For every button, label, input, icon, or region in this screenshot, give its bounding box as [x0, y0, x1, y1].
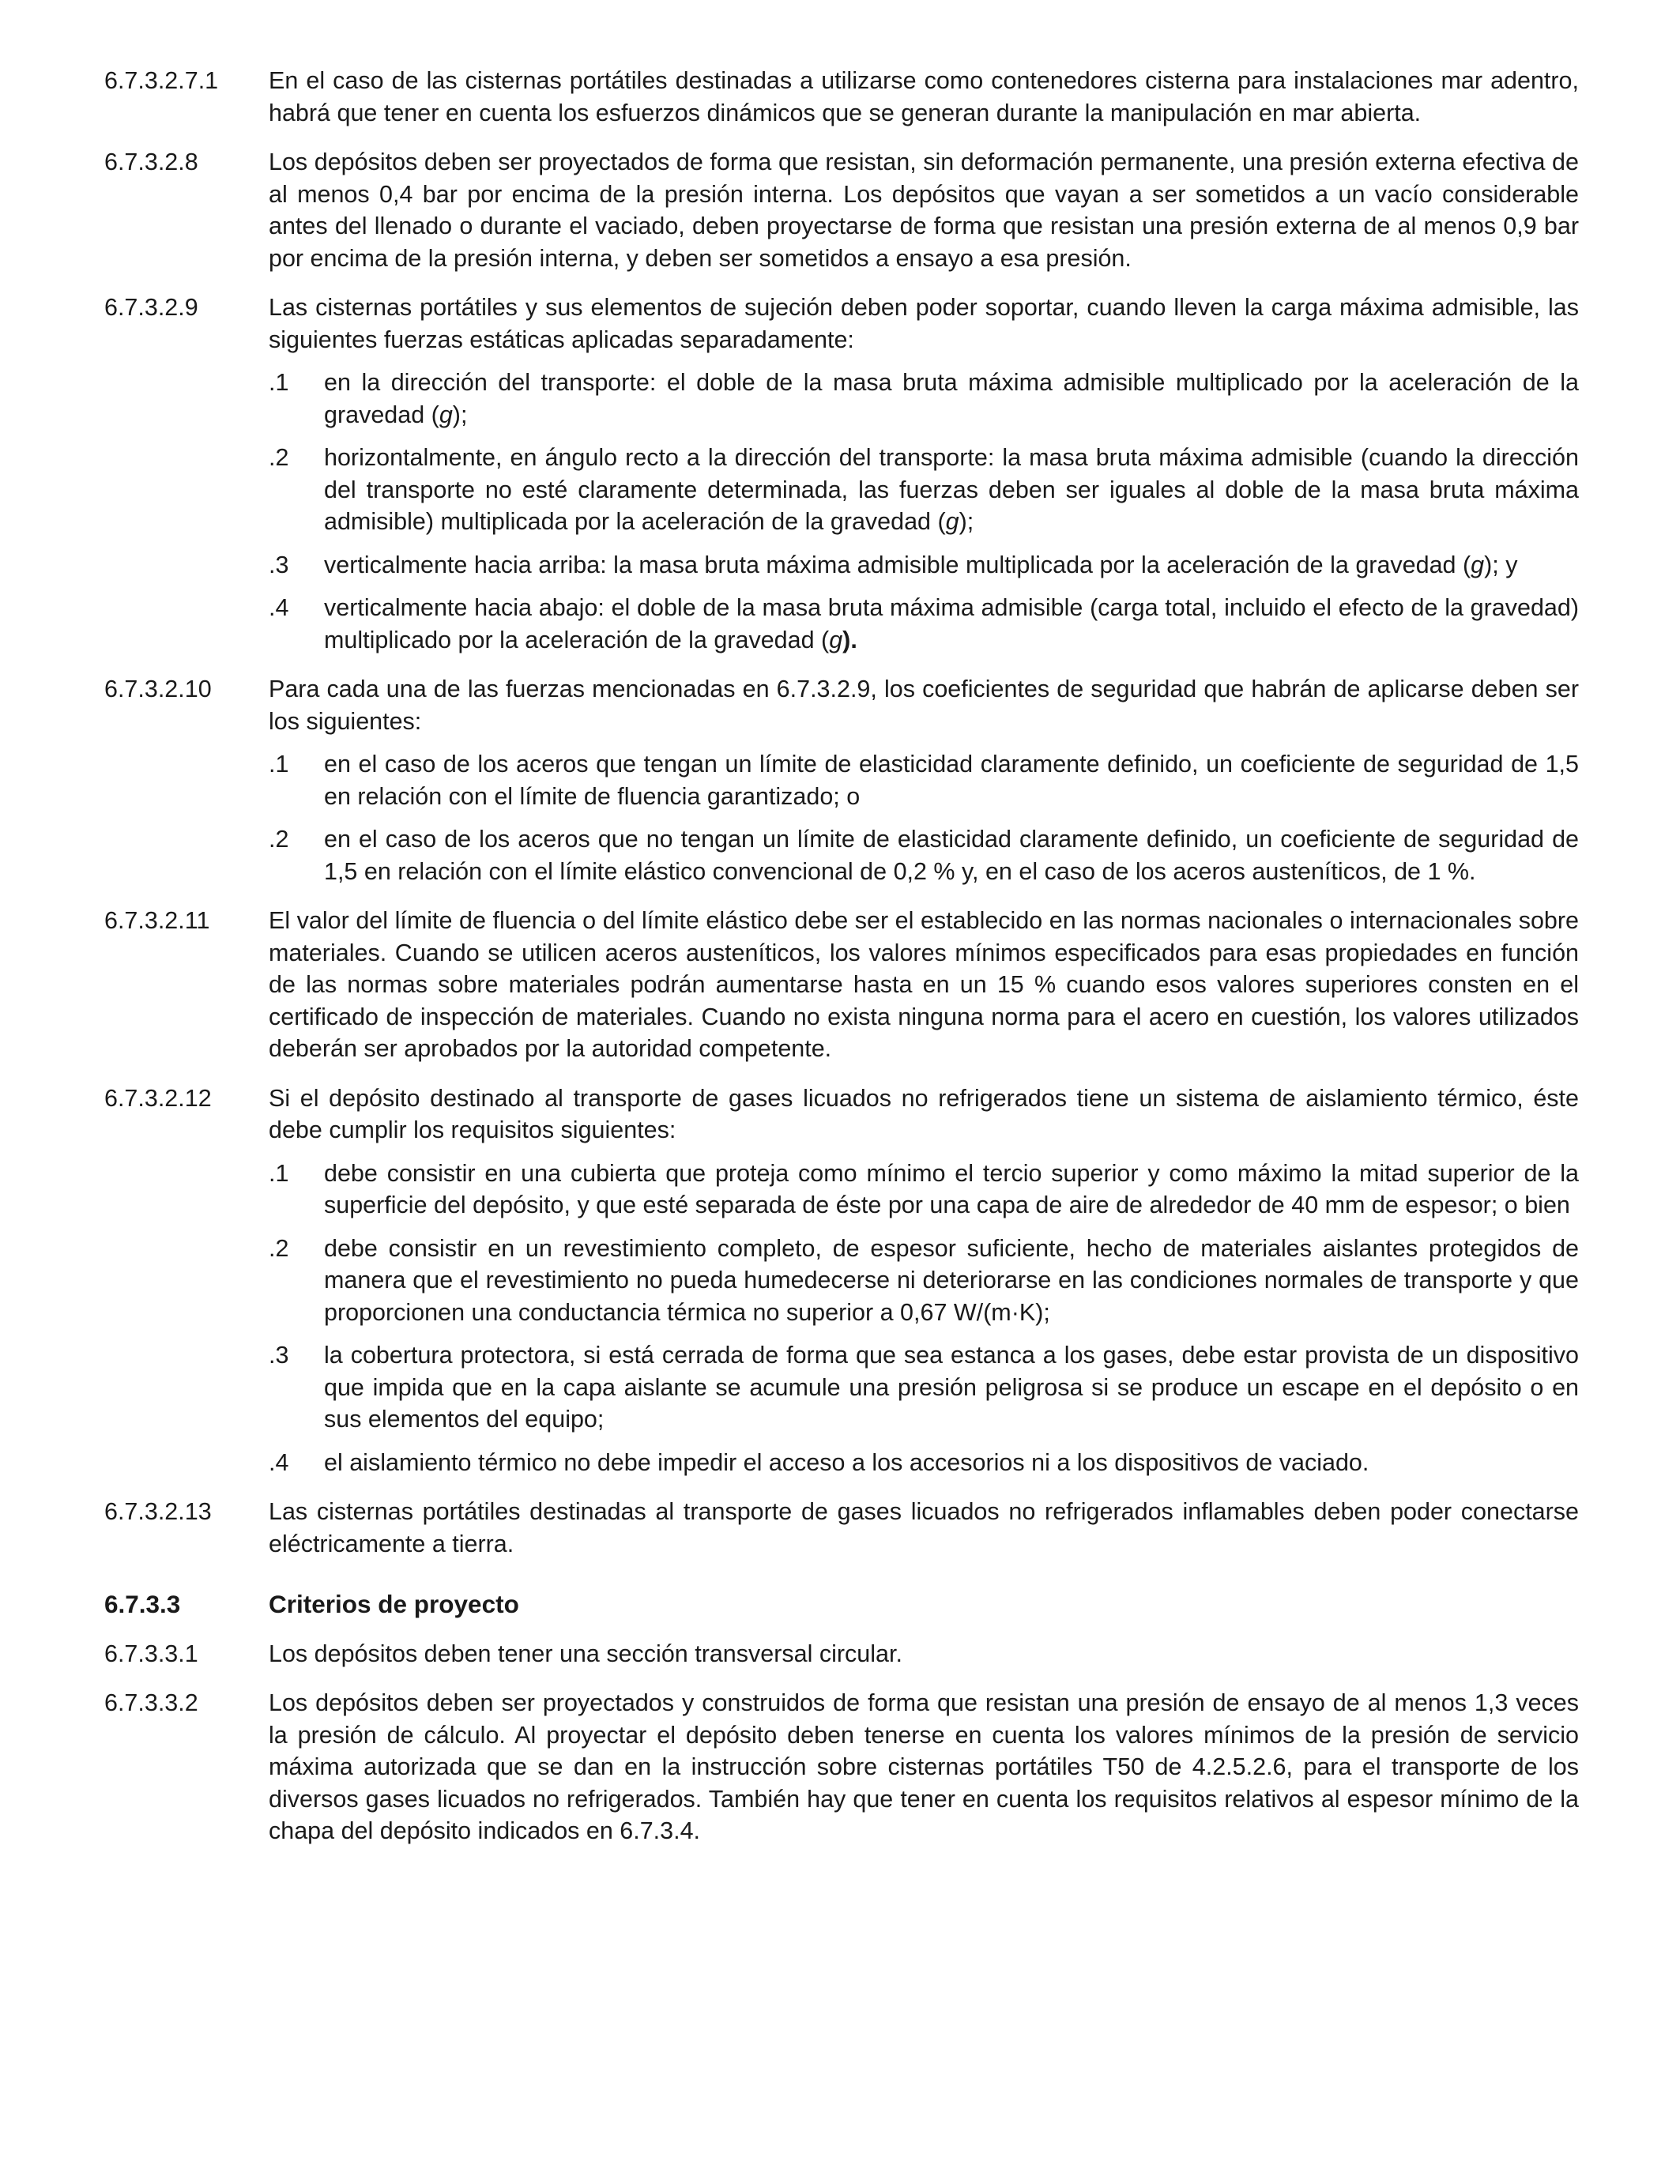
paragraph-text: Los depósitos deben tener una sección transversal circular.: [269, 1640, 902, 1667]
list-item: [269, 1339, 1579, 1436]
paragraph-6-7-3-3-1: [104, 1638, 1579, 1670]
paragraph-6-7-3-2-10: [104, 673, 1579, 887]
list-item-text: el aislamiento térmico no debe impedir el acceso a los accesorios ni a los dispositivos de vaciado.: [324, 1448, 1369, 1476]
paragraph-6-7-3-3-2: [104, 1687, 1579, 1847]
paragraph-number: 6.7.3.2.10: [104, 676, 212, 702]
list-item-text: verticalmente hacia abajo: el doble de la masa bruta máxima admisible (carga total, incluido el efecto de la gravedad) multiplicado por la aceleración de la gravedad (g).: [324, 594, 1579, 653]
paragraph-6-7-3-2-13: [104, 1496, 1579, 1560]
list-item-marker: .3: [269, 551, 289, 578]
list-item-marker: .2: [269, 1234, 289, 1262]
list-item-marker: .1: [269, 369, 289, 396]
paragraph-text: Si el depósito destinado al transporte de gases licuados no refrigerados tiene un sistema de aislamiento térmico, éste debe cumplir los requisitos siguientes:: [269, 1084, 1579, 1143]
paragraph-text: Las cisternas portátiles destinadas al transporte de gases licuados no refrigerados inflamables deben poder conectarse eléctricamente a tierra.: [269, 1498, 1579, 1557]
list-item: [269, 823, 1579, 887]
list-item-marker: .1: [269, 751, 289, 778]
section-heading: [104, 1588, 1579, 1621]
list-item-text: debe consistir en un revestimiento completo, de espesor suficiente, hecho de materiales aislantes protegidos de manera que el revestimiento no pueda humedecerse ni deteriorarse en las condiciones normales de transporte y que proporcionen una conductancia térmica no superior a 0,67 W/(m·K);: [324, 1234, 1579, 1326]
list-item: [269, 1158, 1579, 1222]
paragraph-6-7-3-2-8: [104, 146, 1579, 274]
paragraph-number: 6.7.3.2.8: [104, 149, 198, 175]
paragraph-number: 6.7.3.3.2: [104, 1689, 198, 1716]
paragraph-number: 6.7.3.2.7.1: [104, 67, 219, 94]
paragraph-number: 6.7.3.3.1: [104, 1640, 198, 1667]
list-item: [269, 748, 1579, 812]
section-title: Criterios de proyecto: [269, 1590, 519, 1618]
paragraph-text: Los depósitos deben ser proyectados y construidos de forma que resistan una presión de ensayo de al menos 1,3 veces la presión de cálculo. Al proyectar el depósito deben tenerse en cuenta los valores mínimos de la presión de servicio máxima autorizada que se dan en la instrucción sobre cisternas portátiles T50 de 4.2.5.2.6, para el transporte de los diversos gases licuados no refrigerados. También hay que tener en cuenta los requisitos relativos al espesor mínimo de la chapa del depósito indicados en 6.7.3.4.: [269, 1689, 1579, 1844]
paragraph-text: Las cisternas portátiles y sus elementos de sujeción deben poder soportar, cuando lleven la carga máxima admisible, las siguientes fuerzas estáticas aplicadas separadamente:: [269, 294, 1579, 353]
list-item: [269, 442, 1579, 538]
paragraph-text: El valor del límite de fluencia o del límite elástico debe ser el establecido en las normas nacionales o internacionales sobre materiales. Cuando se utilicen aceros austeníticos, los valores mínimos especificados para esas propiedades en función de las normas sobre materiales podrán aumentarse hasta en un 15 % cuando esos valores superiores consten en el certificado de inspección de materiales. Cuando no exista ninguna norma para el acero en cuestión, los valores utilizados deberán ser aprobados por la autoridad competente.: [269, 907, 1579, 1062]
paragraph-6-7-3-2-12: [104, 1083, 1579, 1479]
list-item-marker: .1: [269, 1159, 289, 1187]
paragraph-6-7-3-2-7-1: [104, 65, 1579, 129]
paragraph-number: 6.7.3.2.13: [104, 1498, 212, 1525]
document-page: [104, 65, 1579, 1865]
list-item-text: en la dirección del transporte: el doble de la masa bruta máxima admisible multiplicado por la aceleración de la gravedad (g);: [324, 369, 1579, 428]
list-item-text: la cobertura protectora, si está cerrada de forma que sea estanca a los gases, debe estar provista de un dispositivo que impida que en la capa aislante se acumule una presión peligrosa si se produce un escape en el depósito o en sus elementos del equipo;: [324, 1342, 1579, 1433]
paragraph-number: 6.7.3.2.11: [104, 907, 210, 934]
list-item-marker: .4: [269, 1448, 289, 1476]
list-item-text: debe consistir en una cubierta que proteja como mínimo el tercio superior y como máximo la mitad superior de la superficie del depósito, y que esté separada de éste por una capa de aire de alrededor de 40 mm de espesor; o bien: [324, 1159, 1579, 1218]
section-number: 6.7.3.3: [104, 1590, 181, 1618]
list-item: [269, 1233, 1579, 1329]
paragraph-text: En el caso de las cisternas portátiles destinadas a utilizarse como contenedores cisterna para instalaciones mar adentro, habrá que tener en cuenta los esfuerzos dinámicos que se generan durante la manipulación en mar abierta.: [269, 67, 1579, 126]
list-item-marker: .3: [269, 1342, 289, 1369]
list-item-text: en el caso de los aceros que tengan un límite de elasticidad claramente definido, un coeficiente de seguridad de 1,5 en relación con el límite de fluencia garantizado; o: [324, 751, 1579, 810]
paragraph-text: Para cada una de las fuerzas mencionadas en 6.7.3.2.9, los coeficientes de seguridad que habrán de aplicarse deben ser los siguientes:: [269, 676, 1579, 735]
paragraph-6-7-3-2-11: [104, 905, 1579, 1065]
list-item: [269, 549, 1579, 582]
list-item-text: verticalmente hacia arriba: la masa bruta máxima admisible multiplicada por la aceleración de la gravedad (g); y: [324, 551, 1518, 578]
list-item: [269, 1447, 1579, 1479]
paragraph-number: 6.7.3.2.9: [104, 294, 198, 321]
list-item: [269, 367, 1579, 431]
list-item-marker: .2: [269, 826, 289, 853]
paragraph-text: Los depósitos deben ser proyectados de forma que resistan, sin deformación permanente, una presión externa efectiva de al menos 0,4 bar por encima de la presión interna. Los depósitos que vayan a ser sometidos a un vacío considerable antes del llenado o durante el vaciado, deben proyectarse de forma que resistan una presión externa de al menos 0,9 bar por encima de la presión interna, y deben ser sometidos a ensayo a esa presión.: [269, 149, 1579, 272]
list-item: [269, 592, 1579, 656]
list-item-marker: .4: [269, 594, 289, 621]
paragraph-number: 6.7.3.2.12: [104, 1084, 212, 1112]
list-item-text: en el caso de los aceros que no tengan un límite de elasticidad claramente definido, un coeficiente de seguridad de 1,5 en relación con el límite elástico convencional de 0,2 % y, en el caso de los aceros austeníticos, de 1 %.: [324, 826, 1579, 885]
list-item-marker: .2: [269, 444, 289, 471]
paragraph-6-7-3-2-9: [104, 292, 1579, 656]
list-item-text: horizontalmente, en ángulo recto a la dirección del transporte: la masa bruta máxima admisible (cuando la dirección del transporte no esté claramente determinada, las fuerzas deben ser iguales al doble de la masa bruta máxima admisible) multiplicada por la aceleración de la gravedad (g);: [324, 444, 1579, 535]
